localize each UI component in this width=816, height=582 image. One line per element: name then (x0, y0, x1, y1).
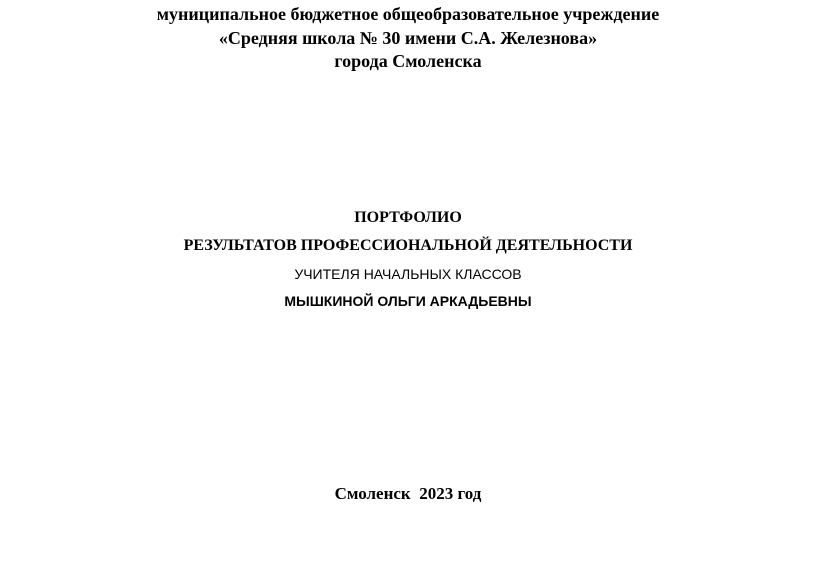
teacher-name: МЫШКИНОЙ ОЛЬГИ АРКАДЬЕВНЫ (284, 293, 532, 309)
school-name-line: «Средняя школа № 30 имени С.А. Железнова» (218, 28, 598, 48)
portfolio-subtitle: РЕЗУЛЬТАТОВ ПРОФЕССИОНАЛЬНОЙ ДЕЯТЕЛЬНОСТИ (183, 237, 633, 254)
portfolio-title: ПОРТФОЛИО (354, 209, 462, 226)
city-line: города Смоленска (334, 51, 482, 71)
city-year: Смоленск 2023 год (334, 484, 482, 503)
teacher-position: УЧИТЕЛЯ НАЧАЛЬНЫХ КЛАССОВ (294, 266, 522, 282)
institution-type-line: муниципальное бюджетное общеобразовательное учреждение (156, 4, 660, 24)
